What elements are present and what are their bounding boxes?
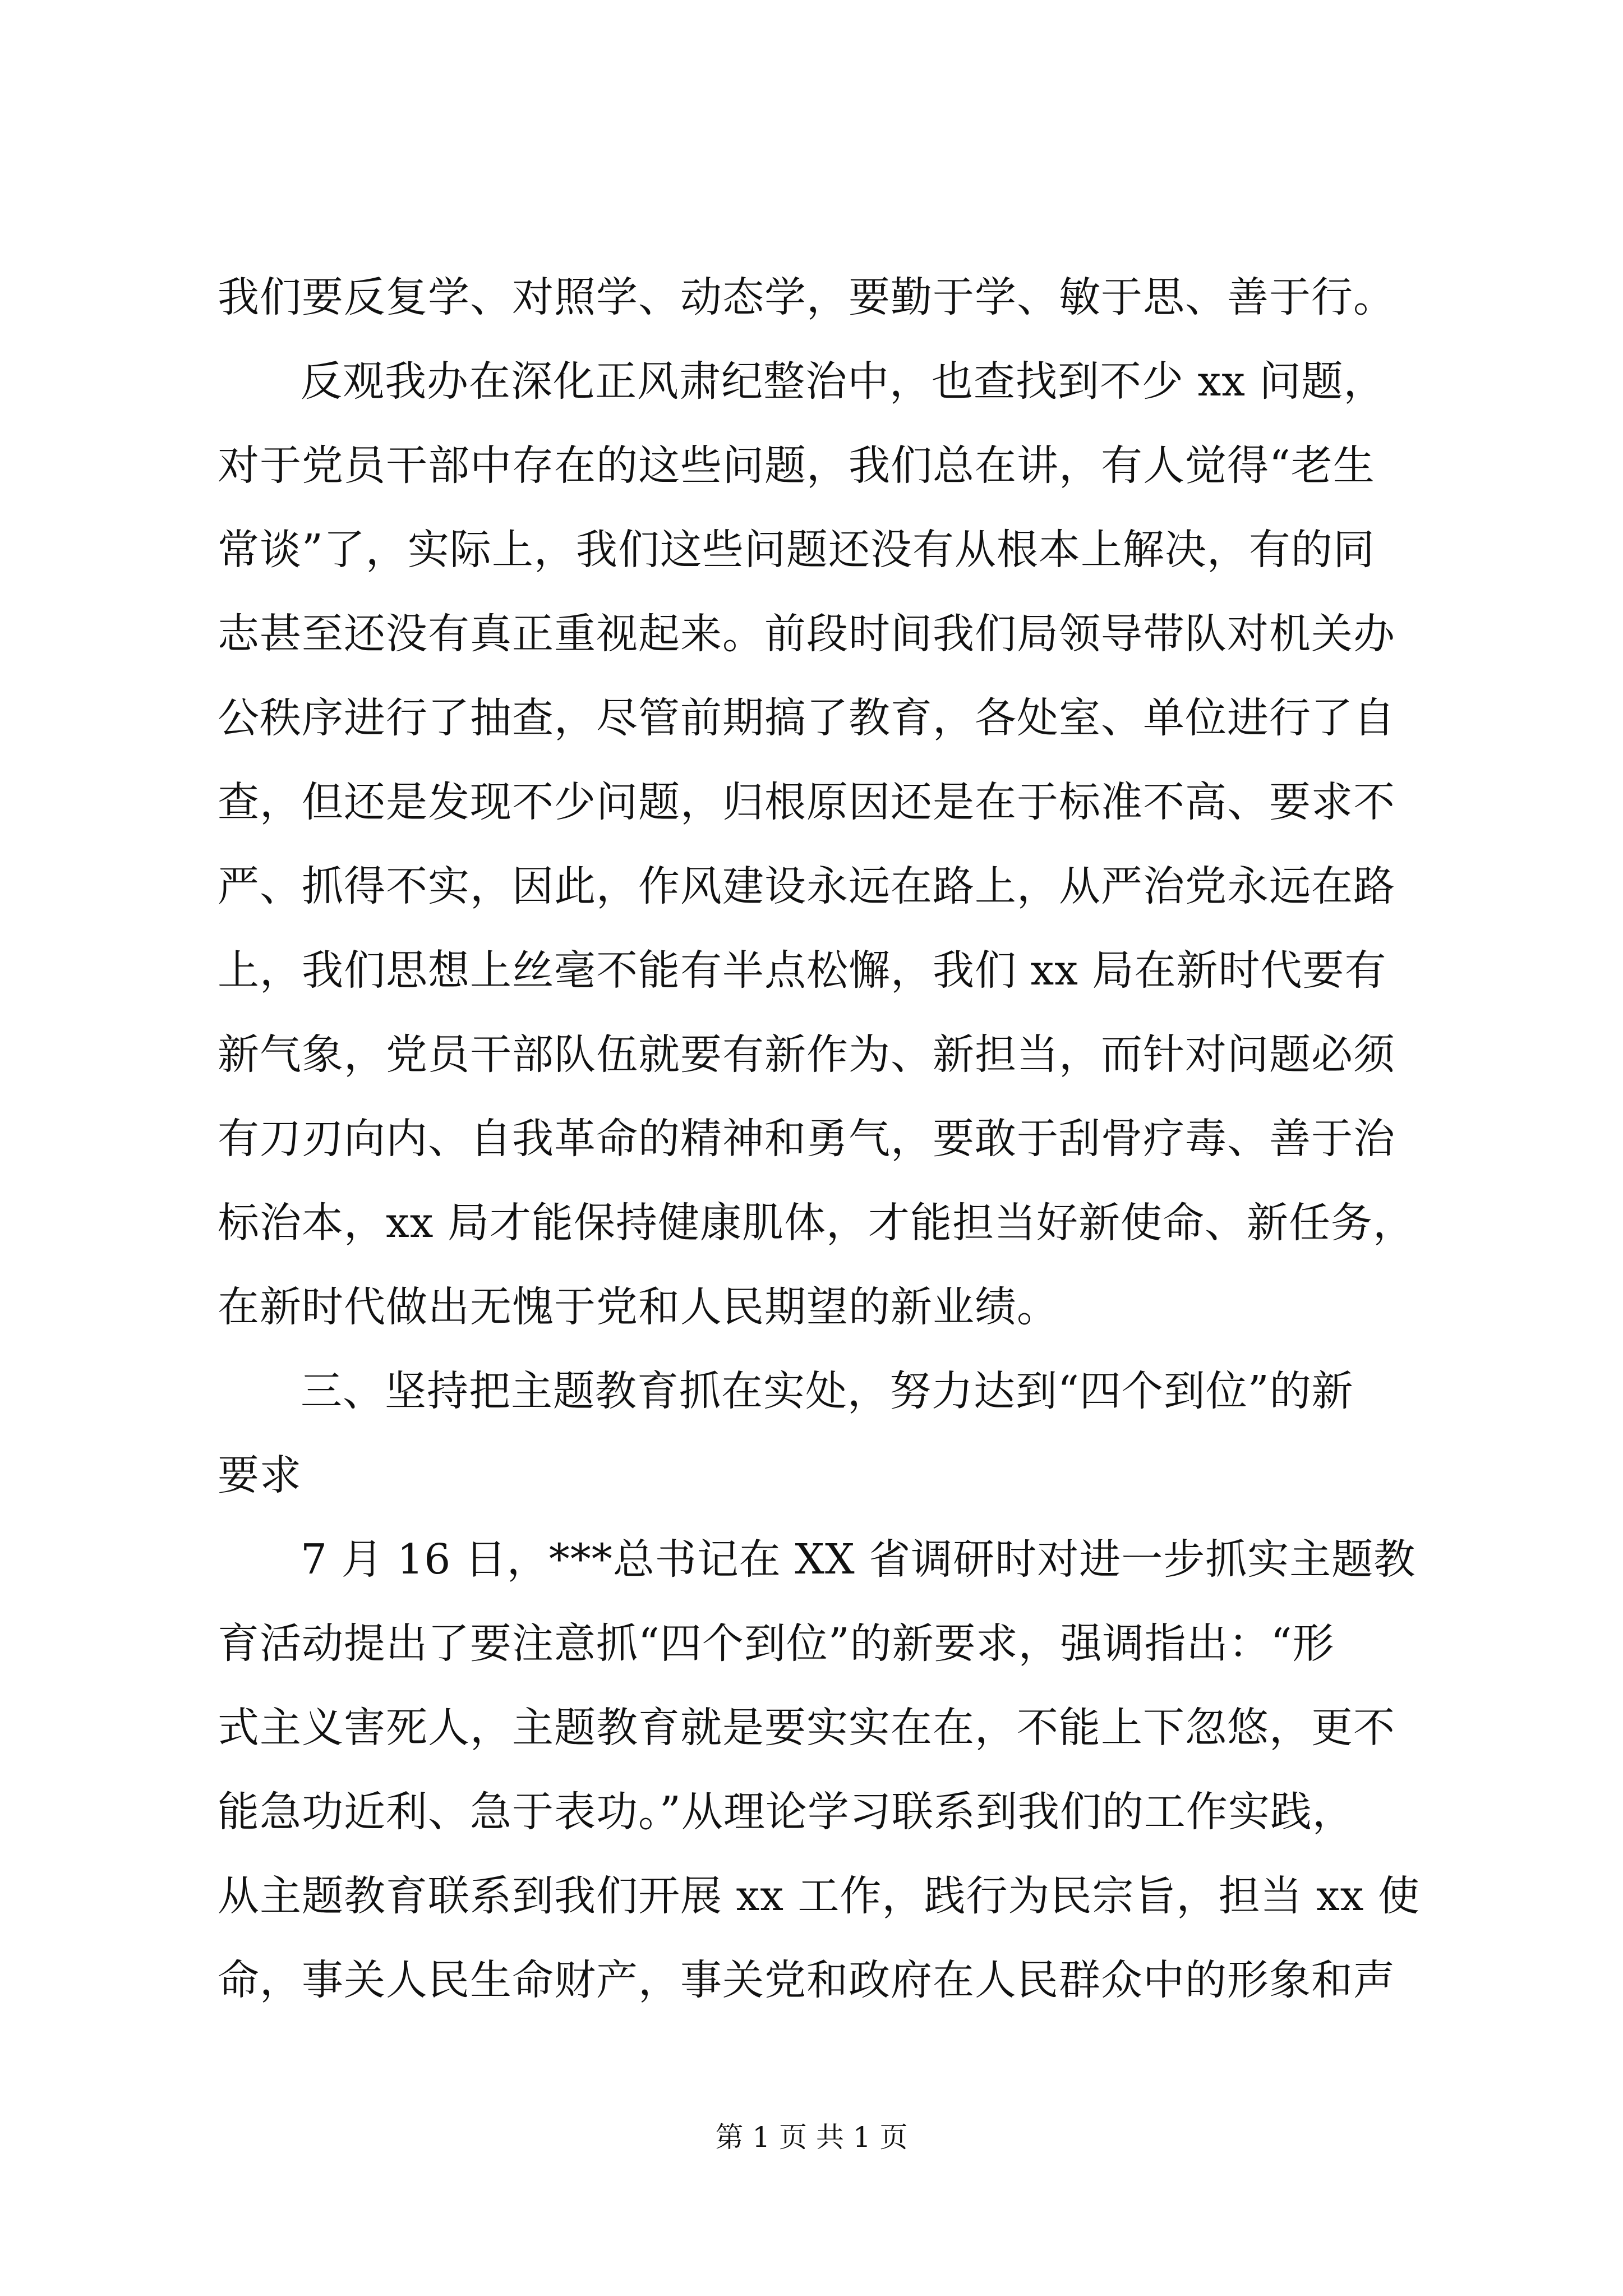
text-line: 育活动提出了要注意抓“四个到位”的新要求，强调指出：“形 bbox=[218, 1619, 1335, 1668]
text-line: 查，但还是发现不少问题，归根原因还是在于标准不高、要求不 bbox=[218, 778, 1395, 826]
text-line: 在新时代做出无愧于党和人民期望的新业绩。 bbox=[218, 1283, 1059, 1331]
text-line: 命，事关人民生命财产，事关党和政府在人民群众中的形象和声 bbox=[218, 1956, 1395, 2004]
text-line: 志甚至还没有真正重视起来。前段时间我们局领导带队对机关办 bbox=[218, 610, 1395, 658]
text-line: 上，我们思想上丝毫不能有半点松懈，我们 xx 局在新时代要有 bbox=[218, 946, 1387, 995]
text-line: 从主题教育联系到我们开展 xx 工作，践行为民宗旨，担当 xx 使 bbox=[218, 1872, 1421, 1920]
text-line: 严、抓得不实，因此，作风建设永远在路上，从严治党永远在路 bbox=[218, 862, 1395, 910]
text-line: 我们要反复学、对照学、动态学，要勤于学、敏于思、善于行。 bbox=[218, 273, 1395, 321]
text-line: 标治本，xx 局才能保持健康肌体，才能担当好新使命、新任务， bbox=[218, 1199, 1415, 1247]
page-number-label: 第 1 页 共 1 页 bbox=[715, 2121, 908, 2154]
text-line: 常谈”了，实际上，我们这些问题还没有从根本上解决，有的同 bbox=[218, 526, 1375, 574]
text-line: 式主义害死人，主题教育就是要实实在在，不能上下忽悠，更不 bbox=[218, 1704, 1395, 1752]
text-line: 反观我办在深化正风肃纪整治中，也查找到不少 xx 问题， bbox=[301, 357, 1386, 406]
page-footer bbox=[0, 2115, 1623, 2155]
text-line: 有刀刃向内、自我革命的精神和勇气，要敢于刮骨疗毒、善于治 bbox=[218, 1115, 1395, 1163]
text-line: 公秩序进行了抽查，尽管前期搞了教育，各处室、单位进行了自 bbox=[218, 694, 1395, 742]
text-line: 新气象，党员干部队伍就要有新作为、新担当，而针对问题必须 bbox=[218, 1030, 1395, 1079]
section-heading-line: 三、坚持把主题教育抓在实处，努力达到“四个到位”的新 bbox=[301, 1367, 1354, 1415]
document-body bbox=[218, 255, 1421, 2022]
text-line: 能急功近利、急于表功。”从理论学习联系到我们的工作实践， bbox=[218, 1788, 1354, 1836]
text-line: 对于党员干部中存在的这些问题，我们总在讲，有人觉得“老生 bbox=[218, 441, 1375, 490]
section-heading-line: 要求 bbox=[218, 1451, 302, 1499]
text-line: 7 月 16 日，***总书记在 XX 省调研时对进一步抓实主题教 bbox=[301, 1535, 1416, 1584]
